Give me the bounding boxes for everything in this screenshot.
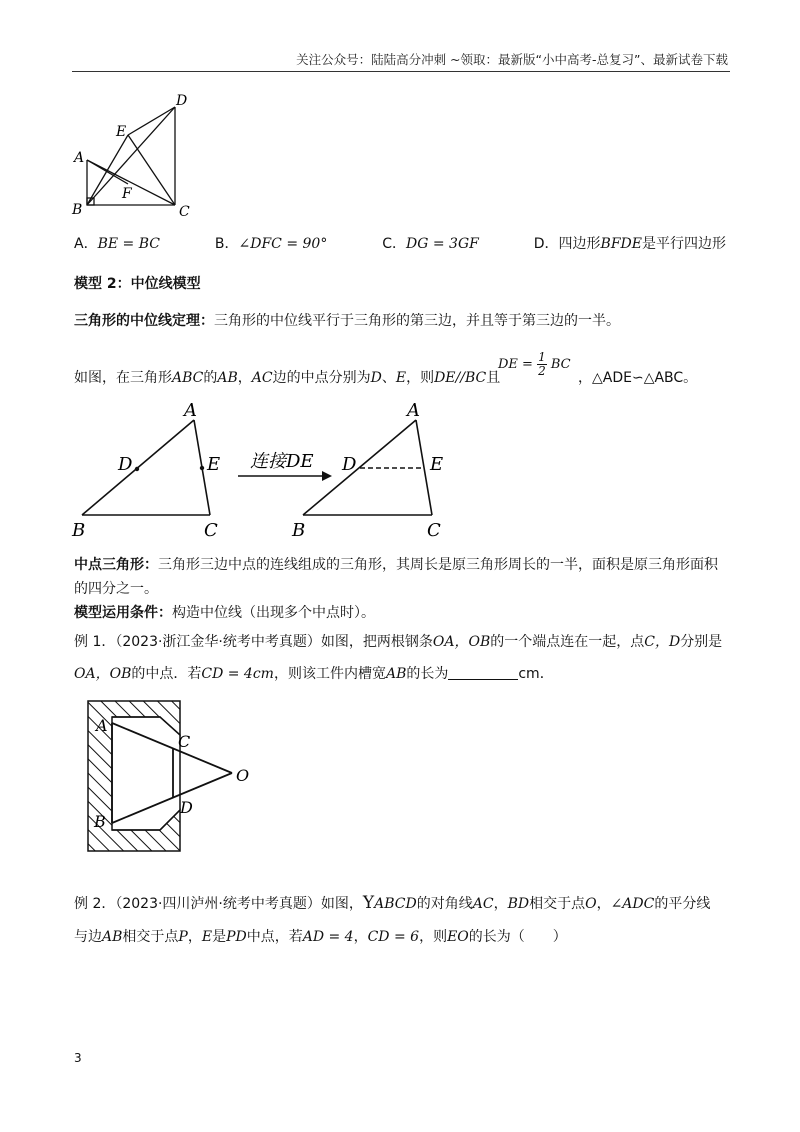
example2-line2: 与边AB相交于点P，E是PD中点，若AD = 4，CD = 6，则EO的长为（ ） — [74, 929, 567, 945]
midpoint-triangle-line1: 中点三角形：三角形三边中点的连线组成的三角形，其周长是原三角形周长的一半，面积是原三角形面积 — [74, 557, 718, 573]
section-title: 模型 2：中位线模型 — [74, 276, 201, 292]
option-b[interactable]: B．∠DFC = 90° — [214, 236, 328, 252]
steel-bar-ob — [112, 773, 232, 823]
right-label-e: E — [430, 454, 444, 475]
example1-line1: 例 1．（2023·浙江金华·统考中考真题）如图，把两根钢条OA，OB的一个端点连在一起，点C，D分别是 — [74, 634, 723, 650]
right-label-b: B — [292, 520, 306, 541]
label-d: D — [180, 798, 193, 817]
midpoint-triangle-line2: 的四分之一。 — [74, 581, 158, 597]
label-a: A — [96, 716, 108, 735]
left-label-d: D — [118, 454, 133, 475]
left-midpoint-e — [200, 466, 204, 470]
label-f: F — [122, 186, 132, 202]
right-label-c: C — [427, 520, 441, 541]
right-segment-ba — [303, 420, 416, 515]
figure-quadrilateral — [70, 90, 200, 220]
answer-blank[interactable] — [448, 665, 518, 680]
header-divider — [72, 71, 730, 72]
label-c: C — [178, 732, 191, 751]
steel-bar-oa — [112, 723, 232, 773]
segment-af — [87, 160, 128, 184]
theorem-text: 三角形的中位线平行于三角形的第三边，并且等于第三边的一半。 — [214, 313, 620, 329]
label-a: A — [74, 150, 85, 166]
right-label-a: A — [407, 402, 420, 421]
figure-midline-construction — [70, 402, 460, 544]
example1-line2: OA，OB的中点．若CD = 4cm，则该工件内槽宽AB的长为 cm． — [74, 666, 554, 682]
arrow-head — [322, 471, 332, 481]
example2-line1: 例 2．（2023·四川泸州·统考中考真题）如图，YABCD的对角线AC，BD相交于点O，∠ADC的平分线 — [74, 893, 711, 913]
model-condition-line: 模型运用条件：构造中位线（出现多个中点时）。 — [74, 605, 375, 621]
left-label-b: B — [72, 520, 86, 541]
segment-ec — [128, 135, 175, 205]
label-b: B — [72, 202, 83, 218]
left-midpoint-d — [135, 467, 139, 471]
option-c[interactable]: C．DG = 3GF — [382, 236, 479, 252]
label-c: C — [179, 204, 190, 220]
theorem-line — [74, 311, 620, 331]
label-e: E — [116, 124, 127, 140]
label-b: B — [94, 812, 106, 831]
left-label-e: E — [207, 454, 221, 475]
figure-workpiece — [80, 695, 270, 860]
page-header: 关注公众号：陆陆高分冲刺 ~领取：最新版“小中高考-总复习”、最新试卷下载 — [296, 52, 728, 67]
figure-intro-line: 如图，在三角形ABC的AB，AC边的中点分别为D、E，则DE//BC且 — [74, 370, 501, 386]
left-label-a: A — [184, 402, 197, 421]
similar-triangles: ，△ADE∽△ABC。 — [578, 370, 698, 386]
arrow-caption: 连接DE — [250, 451, 314, 472]
theorem-label: 三角形的中位线定理： — [74, 313, 214, 329]
parallelogram-symbol: Y — [362, 893, 375, 913]
inner-slot — [112, 717, 180, 830]
fraction-half: $\frac{1}{2}$ — [538, 350, 546, 378]
page-number: 3 — [74, 1051, 82, 1065]
segment-ed — [128, 107, 175, 135]
de-half-bc-formula: DE = $\frac{1}{2}$ BC — [498, 350, 571, 378]
label-d: D — [176, 93, 188, 109]
option-a[interactable]: A．BE = BC — [74, 236, 160, 252]
option-d[interactable]: D．四边形BFDE是平行四边形 — [533, 236, 726, 252]
left-label-c: C — [204, 520, 218, 541]
right-label-d: D — [342, 454, 357, 475]
options-row — [74, 234, 726, 254]
label-o: O — [236, 766, 250, 785]
